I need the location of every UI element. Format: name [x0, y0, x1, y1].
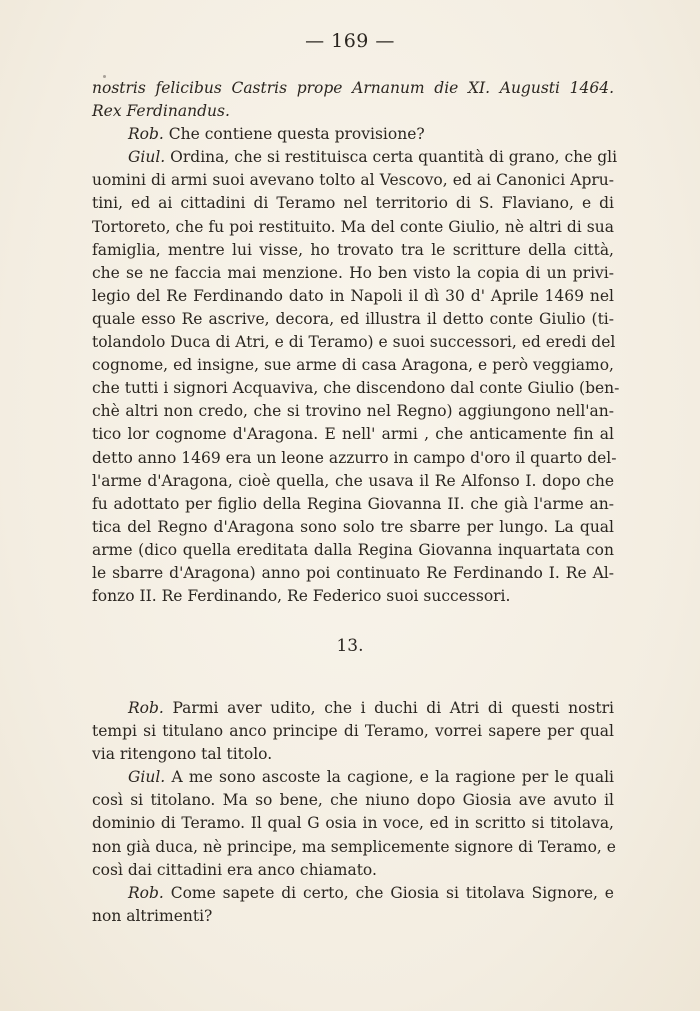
speech-text: A me sono ascoste la cagione, e la ragione per le quali	[171, 768, 614, 787]
line-text: Rex Ferdinandus.	[92, 102, 230, 121]
text-line	[92, 354, 614, 377]
text-line	[92, 836, 614, 859]
line-text: fu adottato per figlio della Regina Giovanna II. che già l'arme an-	[92, 494, 614, 513]
speech-text: Ordina, che si restituisca certa quantità di grano, che gli	[170, 148, 618, 167]
line-text: che tutti i signori Acquaviva, che discendono dal conte Giulio (ben-	[92, 379, 620, 398]
text-block-top	[92, 77, 620, 608]
text-line	[92, 766, 614, 789]
text-line	[92, 285, 614, 308]
line-text: tica del Regno d'Aragona sono solo tre sbarre per lungo. La qual	[92, 517, 614, 536]
line-text: l'arme d'Aragona, cioè quella, che usava il Re Alfonso I. dopo che	[92, 471, 614, 490]
text-line	[92, 100, 614, 123]
line-text: dominio di Teramo. Il qual G osia in voce, ed in scritto si titolava,	[92, 814, 614, 833]
speech-text: Parmi aver udito, che i duchi di Atri di questi nostri	[172, 699, 614, 717]
text-line	[92, 516, 614, 539]
speaker-name: Rob.	[128, 699, 164, 717]
text-line	[92, 539, 614, 562]
speaker-name: Giul.	[128, 148, 166, 167]
text-line	[92, 169, 614, 192]
text-line	[92, 423, 614, 446]
speaker-name: Giul.	[128, 768, 166, 787]
line-text: Tortoreto, che fu poi restituito. Ma del conte Giulio, nè altri di sua	[92, 217, 614, 236]
text-line	[92, 447, 617, 470]
line-text: non già duca, nè principe, ma semplicemente signore di Teramo, e	[92, 837, 616, 856]
line-text: tempi si titulano anco principe di Teramo, vorrei sapere per qual	[92, 722, 614, 741]
text-line	[92, 331, 614, 354]
line-text: tini, ed ai cittadini di Teramo nel territorio di S. Flaviano, e di	[92, 194, 614, 213]
line-text: così dai cittadini era anco chiamato.	[92, 860, 377, 879]
text-line	[92, 308, 614, 331]
line-text: famiglia, mentre lui visse, ho trovato tra le scritture della città,	[92, 240, 614, 259]
text-line	[92, 720, 614, 743]
text-line	[92, 216, 614, 239]
line-text: arme (dico quella ereditata dalla Regina Giovanna inquartata con	[92, 540, 614, 559]
line-text: non altrimenti?	[92, 906, 213, 925]
line-text: uomini di armi suoi avevano tolto al Vescovo, ed ai Canonici Apru-	[92, 171, 614, 190]
text-line	[92, 697, 614, 720]
text-line	[92, 493, 614, 516]
line-text: detto anno 1469 era un leone azzurro in campo d'oro il quarto del-	[92, 448, 617, 467]
text-line	[92, 743, 614, 766]
speech-text: Come sapete di certo, che Giosia si titolava Signore, e	[170, 883, 614, 902]
line-text: chè altri non credo, che si trovino nel Regno) aggiungono nell'an-	[92, 402, 614, 421]
line-text: cognome, ed insigne, sue arme di casa Aragona, e però veggiamo,	[92, 356, 614, 375]
line-text: così si titolano. Ma so bene, che niuno dopo Giosia ave avuto il	[92, 791, 614, 810]
text-line	[92, 882, 614, 905]
line-text: quale esso Re ascrive, decora, ed illustra il detto conte Giulio (ti-	[92, 309, 614, 328]
page-number: — 169 —	[305, 30, 395, 52]
line-text: legio del Re Ferdinando dato in Napoli il dì 30 d' Aprile 1469 nel	[92, 286, 614, 305]
text-line	[92, 192, 614, 215]
text-line	[92, 859, 614, 882]
line-text: nostris felicibus Castris prope Arnanum die XI. Augusti 1464.	[92, 79, 614, 97]
text-line	[92, 262, 614, 285]
line-text: via ritengono tal titolo.	[92, 745, 273, 764]
text-line	[92, 562, 614, 585]
line-text: fonzo II. Re Ferdinando, Re Federico suoi successori.	[92, 587, 511, 606]
line-text: le sbarre d'Aragona) anno poi continuato Re Ferdinando I. Re Al-	[92, 563, 614, 582]
text-line	[92, 123, 614, 146]
text-line	[92, 470, 614, 493]
text-line	[92, 146, 618, 169]
line-text: tolandolo Duca di Atri, e di Teramo) e suoi successori, ed eredi del	[92, 333, 616, 352]
section-number: 13.	[336, 636, 364, 656]
text-line	[92, 585, 614, 608]
text-line	[92, 400, 614, 423]
text-block-bottom	[92, 697, 614, 928]
speaker-name: Rob.	[128, 125, 164, 144]
text-line	[92, 905, 614, 928]
text-line	[92, 812, 614, 835]
text-line	[92, 77, 614, 100]
speaker-name: Rob.	[128, 883, 164, 902]
text-line	[92, 789, 614, 812]
speech-text: Che contiene questa provisione?	[168, 125, 425, 144]
line-text: che se ne faccia mai menzione. Ho ben visto la copia di un privi-	[92, 263, 614, 282]
line-text: tico lor cognome d'Aragona. E nell' armi , che anticamente fin al	[92, 425, 614, 444]
text-line	[92, 239, 614, 262]
text-line	[92, 377, 620, 400]
